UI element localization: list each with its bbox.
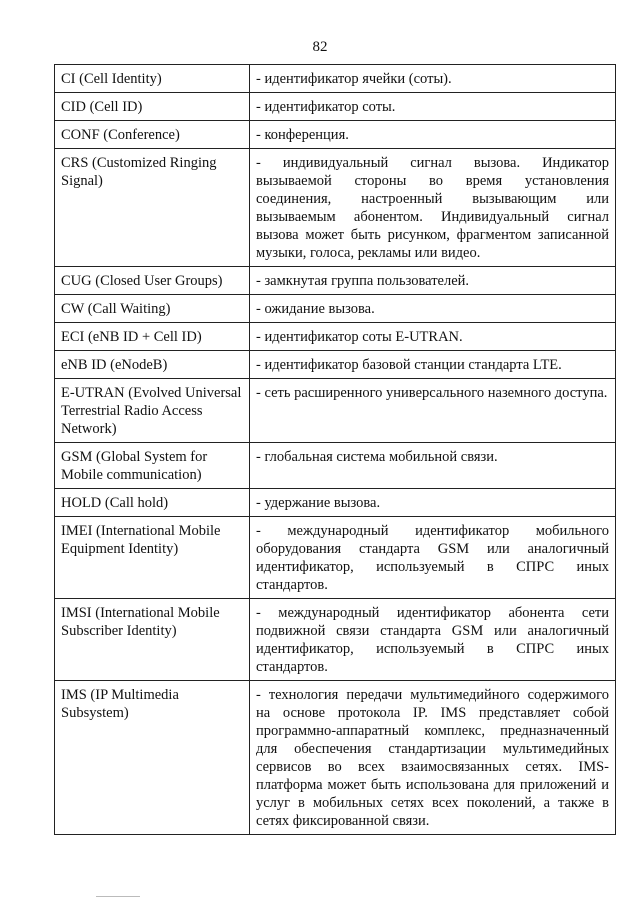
table-row — [55, 93, 616, 121]
definition-cell: - ожидание вызова. — [250, 295, 616, 323]
term-cell: CID (Cell ID) — [55, 93, 250, 121]
definition-cell: - глобальная система мобильной связи. — [250, 443, 616, 489]
definition-cell: - идентификатор базовой станции стандарта LTE. — [250, 351, 616, 379]
table-row — [55, 121, 616, 149]
table-row — [55, 489, 616, 517]
table-row — [55, 517, 616, 599]
term-cell: GSM (Global System for Mobile communication) — [55, 443, 250, 489]
scan-mark — [96, 896, 140, 897]
term-cell: CW (Call Waiting) — [55, 295, 250, 323]
term-cell: IMS (IP Multimedia Subsystem) — [55, 681, 250, 835]
definition-cell: - удержание вызова. — [250, 489, 616, 517]
definition-cell: - идентификатор соты E-UTRAN. — [250, 323, 616, 351]
table-row — [55, 681, 616, 835]
term-cell: eNB ID (eNodeB) — [55, 351, 250, 379]
definition-cell: - идентификатор соты. — [250, 93, 616, 121]
table-row — [55, 65, 616, 93]
table-row — [55, 443, 616, 489]
definition-cell: - идентификатор ячейки (соты). — [250, 65, 616, 93]
term-cell: CRS (Customized Ringing Signal) — [55, 149, 250, 267]
term-cell: IMEI (International Mobile Equipment Identity) — [55, 517, 250, 599]
table-row — [55, 379, 616, 443]
term-cell: HOLD (Call hold) — [55, 489, 250, 517]
term-cell: CI (Cell Identity) — [55, 65, 250, 93]
term-cell: CONF (Conference) — [55, 121, 250, 149]
table-row — [55, 351, 616, 379]
definition-cell: - замкнутая группа пользователей. — [250, 267, 616, 295]
table-row — [55, 295, 616, 323]
definition-cell: - технология передачи мультимедийного содержимого на основе протокола IP. IMS представляет собой программно-аппаратный комплекс, предназначенный для обеспечения стандартизации мультимедийных сервисов во всех взаимосвязанных сетях. IMS-платформа может быть использована для приложений и услуг в мобильных сетях всех поколений, а также в сетях фиксированной связи. — [250, 681, 616, 835]
term-cell: E-UTRAN (Evolved Universal Terrestrial Radio Access Network) — [55, 379, 250, 443]
abbreviations-table — [54, 64, 616, 835]
table-row — [55, 323, 616, 351]
definition-cell: - сеть расширенного универсального наземного доступа. — [250, 379, 616, 443]
definition-cell: - международный идентификатор мобильного оборудования стандарта GSM или аналогичный идентификатор, используемый в СПРС иных стандартов. — [250, 517, 616, 599]
term-cell: ECI (eNB ID + Cell ID) — [55, 323, 250, 351]
page-number: 82 — [312, 39, 328, 55]
term-cell: IMSI (International Mobile Subscriber Identity) — [55, 599, 250, 681]
table-row — [55, 149, 616, 267]
definition-cell: - индивидуальный сигнал вызова. Индикатор вызываемой стороны во время установления соединения, настроенный вызывающим или вызываемым абонентом. Индивидуальный сигнал вызова может быть рисунком, фрагментом записанной музыки, голоса, рекламы или видео. — [250, 149, 616, 267]
table-row — [55, 267, 616, 295]
definition-cell: - международный идентификатор абонента сети подвижной связи стандарта GSM или аналогичный идентификатор, используемый в СПРС иных стандартов. — [250, 599, 616, 681]
table-row — [55, 599, 616, 681]
definition-cell: - конференция. — [250, 121, 616, 149]
term-cell: CUG (Closed User Groups) — [55, 267, 250, 295]
